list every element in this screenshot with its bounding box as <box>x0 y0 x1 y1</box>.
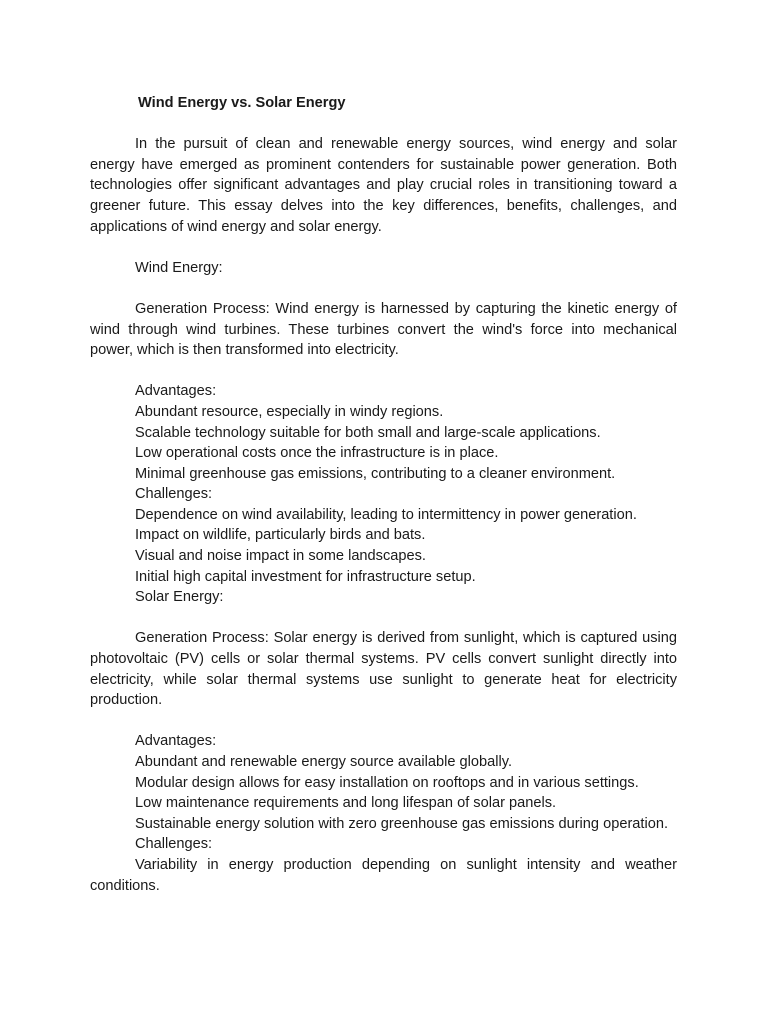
wind-challenge-item: Dependence on wind availability, leading to intermittency in power generation. <box>135 506 637 523</box>
wind-advantage-item: Minimal greenhouse gas emissions, contributing to a cleaner environment. <box>135 465 616 482</box>
solar-challenge-item: Variability in energy production depending on sunlight intensity and weather conditions. <box>90 856 677 894</box>
spacer <box>90 711 677 732</box>
wind-challenge-item: Impact on wildlife, particularly birds and bats. <box>135 527 426 544</box>
solar-challenges-heading: Challenges: <box>135 836 213 853</box>
solar-energy-heading: Solar Energy: <box>135 589 224 606</box>
wind-advantage-item: Abundant resource, especially in windy regions. <box>135 403 444 420</box>
wind-energy-heading: Wind Energy: <box>135 259 223 276</box>
spacer <box>90 608 677 629</box>
intro-paragraph: In the pursuit of clean and renewable energy sources, wind energy and solar energy have emerged as prominent contenders for sustainable power generation. Both technologies offer significant advantages and play crucial roles in transitioning toward a greener future. This essay delves into the key differences, benefits, challenges, and applications of wind energy and solar energy. <box>90 136 677 235</box>
wind-challenge-item: Visual and noise impact in some landscapes. <box>135 548 426 565</box>
wind-challenge-item: Initial high capital investment for infrastructure setup. <box>135 568 476 585</box>
spacer <box>90 361 677 382</box>
solar-advantage-item: Low maintenance requirements and long lifespan of solar panels. <box>135 795 557 812</box>
wind-advantage-item: Scalable technology suitable for both small and large-scale applications. <box>135 424 601 441</box>
document-body <box>90 93 677 896</box>
solar-advantage-item: Sustainable energy solution with zero greenhouse gas emissions during operation. <box>135 815 668 832</box>
solar-advantage-item: Modular design allows for easy installation on rooftops and in various settings. <box>135 774 639 791</box>
spacer <box>90 278 677 299</box>
solar-advantages-heading: Advantages: <box>135 733 217 750</box>
document-title: Wind Energy vs. Solar Energy <box>138 95 346 111</box>
spacer <box>90 114 677 135</box>
wind-advantages-heading: Advantages: <box>135 383 217 400</box>
wind-generation-paragraph: Generation Process: Wind energy is harnessed by capturing the kinetic energy of wind through wind turbines. These turbines convert the wind's force into mechanical power, which is then transformed into electricity. <box>90 300 677 359</box>
wind-advantage-item: Low operational costs once the infrastructure is in place. <box>135 445 499 462</box>
solar-generation-paragraph: Generation Process: Solar energy is derived from sunlight, which is captured using photovoltaic (PV) cells or solar thermal systems. PV cells convert sunlight directly into electricity, while solar thermal systems use sunlight to generate heat for electricity production. <box>90 630 677 709</box>
wind-challenges-heading: Challenges: <box>135 486 213 503</box>
solar-advantage-item: Abundant and renewable energy source available globally. <box>135 754 512 770</box>
spacer <box>90 237 677 258</box>
